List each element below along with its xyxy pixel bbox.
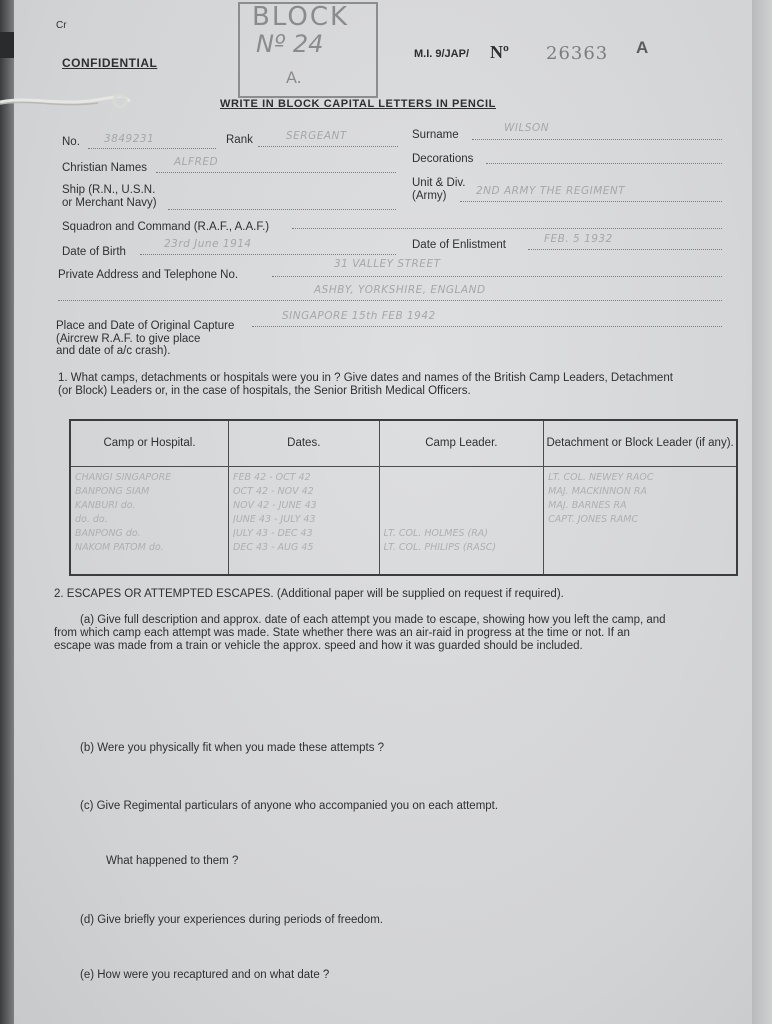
question-1-line-2: (or Block) Leaders or, in the case of hospitals, the Senior British Medical Officers. [58,385,471,397]
table-body-row [70,466,737,575]
camps-table [69,419,738,576]
col-detachment-header: Detachment or Block Leader (if any). [544,420,737,466]
stamp-line-3: A. [286,68,302,87]
date-entry: JUNE 43 - JULY 43 [233,513,316,525]
surname-value: WILSON [504,122,550,134]
address-label: Private Address and Telephone No. [58,269,239,281]
camp-entry: NAKOM PATOM do. [75,541,164,553]
christian-names-label: Christian Names [62,162,147,174]
form-page [14,0,756,1024]
leader-entry [384,499,540,513]
question-2c-followup: What happened to them ? [106,855,239,867]
capture-line [252,326,722,327]
date-entry: DEC 43 - AUG 45 [233,541,314,553]
question-2-title: 2. ESCAPES OR ATTEMPTED ESCAPES. (Additional paper will be supplied on request if required). [54,588,564,600]
christian-names-value: ALFRED [174,156,219,168]
detachment-entry: MAJ. MACKINNON RA [548,485,647,497]
col-leader-header: Camp Leader. [379,420,544,466]
col-detachment-cell [544,466,737,575]
enlistment-value: FEB. 5 1932 [544,233,613,245]
ship-line [168,209,396,210]
rank-value: SERGEANT [286,130,347,142]
corner-fragment: Cr [56,20,67,31]
unit-label-line-1: Unit & Div. [412,177,466,189]
camp-entry: BANPONG SIAM [75,485,150,497]
leader-entry: LT. COL. HOLMES (RA) [383,527,489,539]
date-entry: NOV 42 - JUNE 43 [233,499,317,511]
camp-entry: BANPONG do. [75,527,141,539]
enlistment-label: Date of Enlistment [412,239,506,251]
unit-label-line-2: (Army) [412,190,447,202]
dob-label: Date of Birth [62,246,126,258]
dob-line [140,254,396,255]
confidential-label: CONFIDENTIAL [62,56,158,70]
detachment-entry: MAJ. BARNES RA [548,499,627,511]
capture-value: SINGAPORE 15th FEB 1942 [282,310,436,322]
question-2a-line-2: from which camp each attempt was made. State whether there was an air-raid in progress at the time or not. If an [54,627,630,639]
unit-line [460,201,722,202]
date-entry: OCT 42 - NOV 42 [233,485,314,497]
date-entry: FEB 42 - OCT 42 [233,471,311,483]
block-stamp [238,2,378,98]
address-value-1: 31 VALLEY STREET [334,258,441,270]
stamp-line-2: Nº 24 [256,30,324,58]
question-2a-line-1: (a) Give full description and approx. date of each attempt you made to escape, showing how you left the camp, and [80,614,666,626]
series-letter: A [636,38,649,57]
dob-value: 23rd June 1914 [164,238,252,250]
ship-label-line-1: Ship (R.N., U.S.N. [62,184,156,196]
decorations-label: Decorations [412,153,474,165]
question-2a [54,614,666,653]
no-line [88,148,216,149]
question-2e: (e) How were you recaptured and on what date ? [80,969,330,981]
question-2a-line-3: escape was made from a train or vehicle the approx. speed and how it was guarded should be included. [54,640,583,652]
surname-label: Surname [412,129,459,141]
enlistment-line [528,249,722,250]
leader-entry [384,485,540,499]
surname-line [472,139,722,140]
squadron-line [292,228,722,229]
capture-label-line-2: (Aircrew R.A.F. to give place [56,332,201,345]
question-2b: (b) Were you physically fit when you made these attempts ? [80,742,385,754]
col-dates-header: Dates. [229,420,380,466]
col-dates-cell [229,466,380,575]
camp-entry: CHANGI SINGAPORE [75,471,172,483]
squadron-label: Squadron and Command (R.A.F., A.A.F.) [62,221,270,233]
col-leader-cell [379,466,544,575]
address-line-2 [58,300,722,301]
date-entry: JULY 43 - DEC 43 [233,527,313,539]
unit-label [412,177,465,203]
question-2d: (d) Give briefly your experiences during periods of freedom. [80,914,383,926]
col-camp-header: Camp or Hospital. [70,420,229,466]
binding-string [0,94,132,108]
detachment-entry: LT. COL. NEWEY RAOC [548,471,654,483]
camp-entry: do. do. [75,513,108,525]
rank-line [258,146,398,147]
capture-label [56,320,234,358]
question-1-line-1: 1. What camps, detachments or hospitals were you in ? Give dates and names of the British Camp Leaders, Detachment [58,372,673,384]
form-reference: M.I. 9/JAP/ [414,48,470,60]
christian-names-line [156,172,396,173]
unit-value: 2ND ARMY THE REGIMENT [476,185,626,197]
table-header-row [70,420,737,466]
capture-label-line-1: Place and Date of Original Capture [56,320,235,332]
ship-label-line-2: or Merchant Navy) [62,197,157,209]
address-value-2: ASHBY, YORKSHIRE, ENGLAND [314,284,486,296]
question-1 [58,372,673,398]
leader-entry [384,513,540,527]
leader-entry: LT. COL. PHILIPS (RASC) [383,541,497,553]
stamp-line-1: BLOCK [252,2,350,32]
leader-entry [384,471,540,485]
no-value: 3849231 [104,133,155,145]
serial-number: 26363 [546,43,609,64]
detachment-entry: CAPT. JONES RAMC [548,513,639,525]
camp-entry: KANBURI do. [75,499,136,511]
pencil-instruction: WRITE IN BLOCK CAPITAL LETTERS IN PENCIL [220,98,496,110]
ship-label [62,184,157,210]
number-symbol: Nº [490,42,509,62]
rank-label: Rank [226,134,253,146]
address-line-1 [272,276,722,277]
decorations-line [486,163,722,164]
page-edge [752,0,772,1024]
col-camp-cell [70,466,229,575]
no-label: No. [62,136,80,148]
capture-label-line-3: and date of a/c crash). [56,345,171,357]
question-2c: (c) Give Regimental particulars of anyone who accompanied you on each attempt. [80,800,499,812]
